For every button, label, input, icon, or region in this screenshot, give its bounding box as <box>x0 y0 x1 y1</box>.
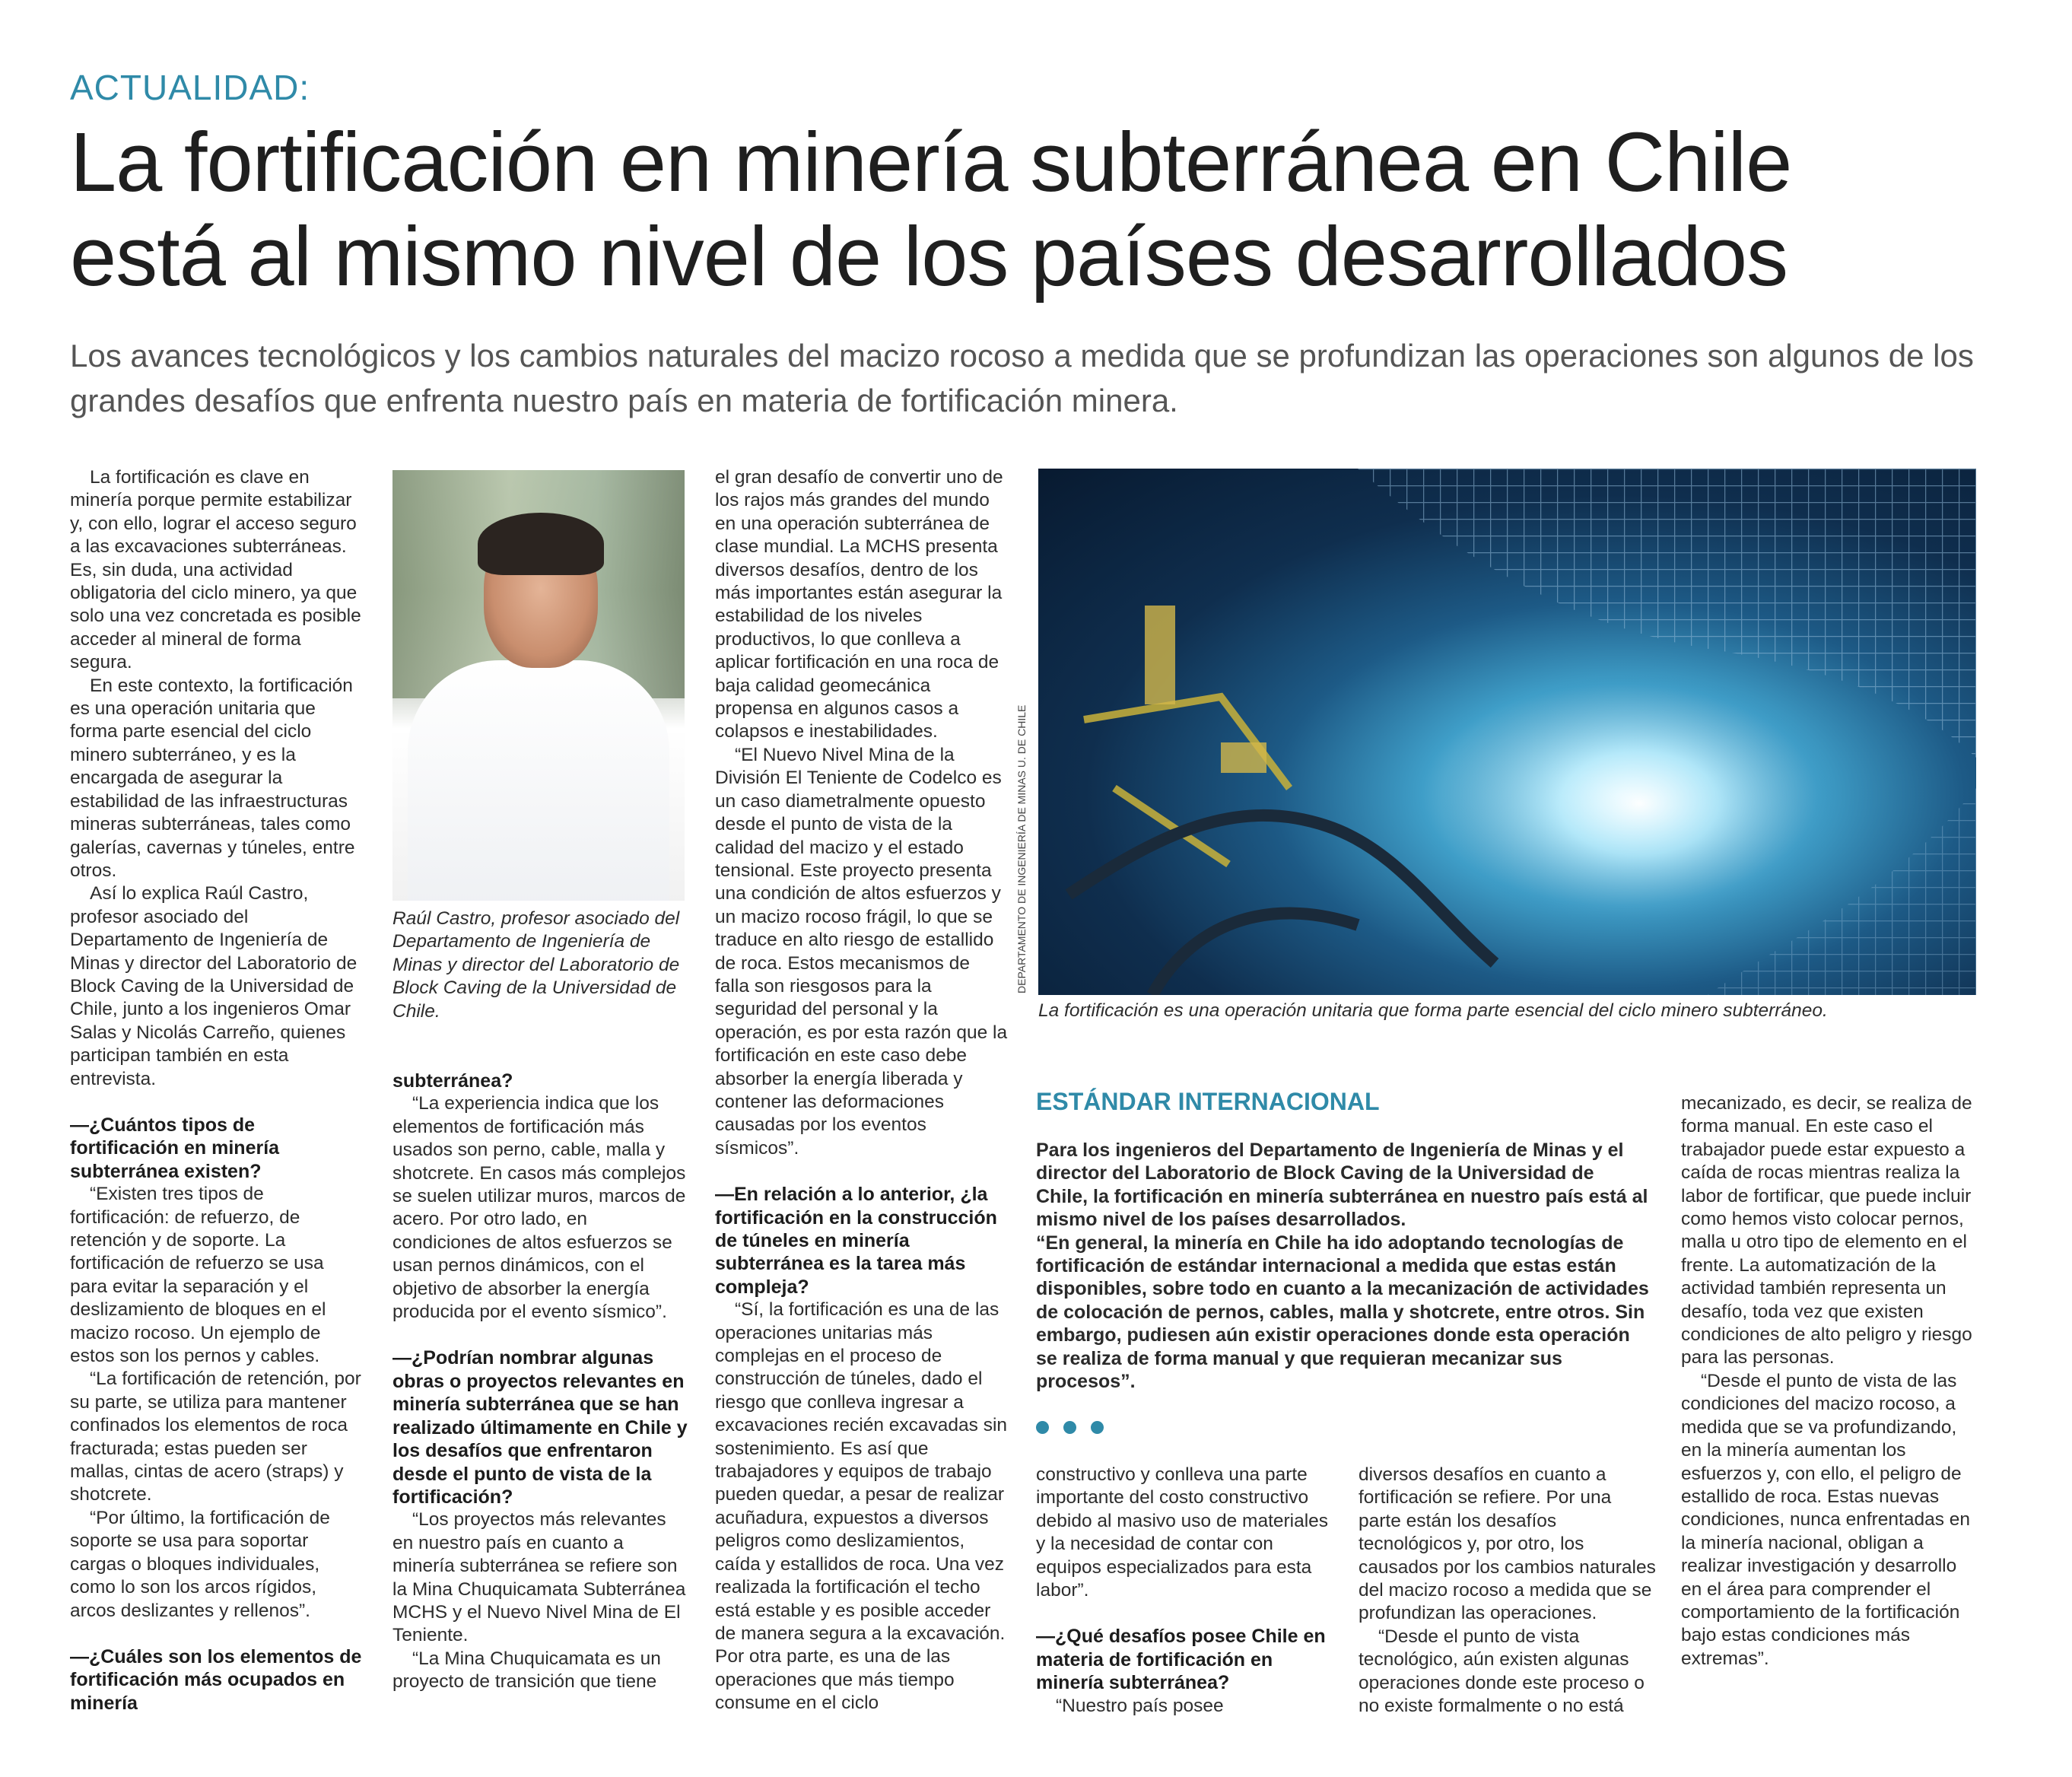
interview-question: —¿Cuántos tipos de fortificación en minería subterránea existen? <box>70 1114 280 1182</box>
headline <box>70 116 2017 304</box>
interview-question: subterránea? <box>392 1070 513 1092</box>
paragraph: En este contexto, la fortificación es una operación unitaria que forma parte esencial del ciclo minero subterráneo, y es la encargada de asegurar la estabilidad de las infraestructuras mineras subterráneas, tales como galerías, cavernas y túneles, entre otros. <box>70 675 355 881</box>
mine-illustration <box>1038 469 1976 995</box>
column-3 <box>715 466 1009 1715</box>
section-lead <box>1036 1139 1651 1393</box>
paragraph: “En general, la minería en Chile ha ido adoptando tecnologías de fortificación de estándar internacional a medida que estas están disponibles, sobre todo en cuanto a la mecanización de actividades de colocación de pernos, cables, malla y shotcrete, entre otros. Sin embargo, pudiesen aún existir operaciones donde esta operación se realiza de forma manual y que requieran mecanizar sus procesos”. <box>1036 1232 1649 1393</box>
column-6 <box>1681 1092 1979 1671</box>
paragraph: “La experiencia indica que los elementos de fortificación más usados son perno, cable, malla y shotcrete. En casos más complejos se suelen utilizar muros, marcos de acero. Por otro lado, en condiciones de altos esfuerzos se usan pernos dinámicos, con el objetivo de absorber la energía producida por el evento sísmico”. <box>392 1093 686 1323</box>
photo-credit: DEPARTAMENTO DE INGENIERÍA DE MINAS U. DE CHILE <box>1015 704 1028 993</box>
paragraph: Así lo explica Raúl Castro, profesor asociado del Departamento de Ingeniería de Minas y director del Laboratorio de Block Caving de la Universidad de Chile, junto a los ingenieros Omar Salas y Nicolás Carreño, quienes participan también en esta entrevista. <box>70 883 358 1089</box>
divider-dot <box>1063 1421 1076 1434</box>
paragraph: Para los ingenieros del Departamento de Ingeniería de Minas y el director del Laboratorio de Block Caving de la Universidad de Chile, la fortificación en minería subterránea en nuestro país está al mismo nivel de los países desarrollados. <box>1036 1140 1648 1231</box>
dek: Los avances tecnológicos y los cambios naturales del macizo rocoso a medida que se profundizan las operaciones son algunos de los grandes desafíos que enfrenta nuestro país en materia de fortificación minera. <box>70 338 1974 418</box>
column-1 <box>70 466 364 1715</box>
section-heading: ESTÁNDAR INTERNACIONAL <box>1036 1088 1380 1115</box>
section-divider-dots <box>1036 1421 1118 1436</box>
mine-tunnel-photo <box>1038 469 1976 995</box>
paragraph: el gran desafío de convertir uno de los rajos más grandes del mundo en una operación subterránea de clase mundial. La MCHS presenta diversos desafíos, dentro de los más importantes están asegurar la estabilidad de los niveles productivos, lo que conlleva a aplicar fortificación en una roca de baja calidad geomecánica propensa en algunos casos a colapsos e inestabilidades. <box>715 467 1003 742</box>
photo-caption: La fortificación es una operación unitaria que forma parte esencial del ciclo minero subterráneo. <box>1038 1000 1828 1021</box>
paragraph: “La fortificación de retención, por su parte, se utiliza para mantener confinados los elementos de roca fracturada; estas pueden ser mallas, cintas de acero (straps) y shotcrete. <box>70 1369 361 1505</box>
headline-line-1: La fortificación en minería subterránea en Chile <box>70 116 1792 209</box>
column-2 <box>392 1070 691 1694</box>
section-kicker: ACTUALIDAD: <box>70 68 310 107</box>
paragraph: “Desde el punto de vista tecnológico, aún existen algunas operaciones donde este proceso o no existe formalmente o no está <box>1359 1626 1645 1717</box>
paragraph: “La Mina Chuquicamata es un proyecto de transición que tiene <box>392 1648 661 1693</box>
paragraph: mecanizado, es decir, se realiza de forma manual. En este caso el trabajador puede estar expuesto a caída de rocas mientras realiza la labor de fortificar, que puede incluir como hemos visto colocar pernos, malla u otro tipo de elemento en el frente. La automatización de la actividad también representa un desafío, toda vez que existen condiciones de alto peligro y riesgo para las personas. <box>1681 1093 1972 1369</box>
interview-question: —¿Qué desafíos posee Chile en materia de fortificación en minería subterránea? <box>1036 1626 1326 1694</box>
interview-question: —¿Cuáles son los elementos de fortificación más ocupados en minería <box>70 1645 362 1714</box>
divider-dot <box>1091 1421 1104 1434</box>
column-5 <box>1359 1464 1657 1718</box>
interview-question: —¿Podrían nombrar algunas obras o proyectos relevantes en minería subterránea que se han realizado últimamente en Chile y los desafíos que enfrentaron desde el punto de vista de la fortificación? <box>392 1347 688 1508</box>
paragraph: La fortificación es clave en minería porque permite estabilizar y, con ello, lograr el acceso seguro a las excavaciones subterráneas. Es, sin duda, una actividad obligatoria del ciclo minero, ya que solo una vez concretada es posible acceder al mineral de forma segura. <box>70 467 361 673</box>
paragraph: “Los proyectos más relevantes en nuestro país en cuanto a minería subterránea se refiere son la Mina Chuquicamata Subterránea MCHS y el Nuevo Nivel Mina de El Teniente. <box>392 1509 686 1646</box>
paragraph: “Desde el punto de vista de las condiciones del macizo rocoso, a medida que se va profundizando, en la minería aumentan los esfuerzos y, con ello, el peligro de estallido de roca. Estas nuevas condiciones, nunca enfrentadas en la minería nacional, obligan a realizar investigación y desarrollo en el área para comprender el comportamiento de la fortificación bajo estas condiciones más extremas”. <box>1681 1370 1971 1669</box>
portrait-caption: Raúl Castro, profesor asociado del Departamento de Ingeniería de Minas y director del Laboratorio de Block Caving de la Universidad de Chile. <box>392 908 680 1022</box>
paragraph: “Sí, la fortificación es una de las operaciones unitarias más complejas en el proceso de construcción de túneles, dado el riesgo que conlleva ingresar a excavaciones recién excavadas sin sostenimiento. Es así que trabajadores y equipos de trabajo pueden quedar, a pesar de realizar acuñadura, expuestos a diversos peligros como deslizamientos, caída y estallidos de roca. Una vez realizada la fortificación el techo está estable y es posible acceder de manera segura a la excavación. Por otra parte, es una de las operaciones que más tiempo consume en el ciclo <box>715 1299 1008 1714</box>
paragraph: “Por último, la fortificación de soporte se usa para soportar cargas o bloques individuales, como lo son los arcos rígidos, arcos deslizantes y rellenos”. <box>70 1507 330 1621</box>
paragraph: constructivo y conlleva una parte importante del costo constructivo debido al masivo uso de materiales y la necesidad de contar con equipos especializados para esta labor”. <box>1036 1464 1329 1601</box>
paragraph: “El Nuevo Nivel Mina de la División El Teniente de Codelco es un caso diametralmente opuesto desde el punto de vista de la calidad del macizo y el estado tensional. Este proyecto presenta una condición de altos esfuerzos y un macizo rocoso frágil, lo que se traduce en alto riesgo de estallido de roca. Estos mecanismos de falla son riesgosos para la seguridad del personal y la operación, es por esta razón que la fortificación en este caso debe absorber la energía liberada y contener las deformaciones causadas por los eventos sísmicos”. <box>715 744 1008 1159</box>
interview-question: —En relación a lo anterior, ¿la fortificación en la construcción de túneles en minería subterránea es la tarea más compleja? <box>715 1184 997 1298</box>
column-4 <box>1036 1464 1330 1718</box>
paragraph: “Nuestro país posee <box>1056 1695 1224 1716</box>
paragraph: “Existen tres tipos de fortificación: de refuerzo, de retención y de soporte. La fortificación de refuerzo se usa para evitar la separación y el deslizamiento de bloques en el macizo rocoso. Un ejemplo de estos son los pernos y cables. <box>70 1184 326 1367</box>
headline-line-2: está al mismo nivel de los países desarrollados <box>70 210 1788 304</box>
paragraph: diversos desafíos en cuanto a fortificación se refiere. Por una parte están los desafíos tecnológicos y, por otro, los causados por los cambios naturales del macizo rocoso a medida que se profundizan las operaciones. <box>1359 1464 1656 1624</box>
portrait-photo <box>392 470 685 901</box>
divider-dot <box>1036 1421 1049 1434</box>
